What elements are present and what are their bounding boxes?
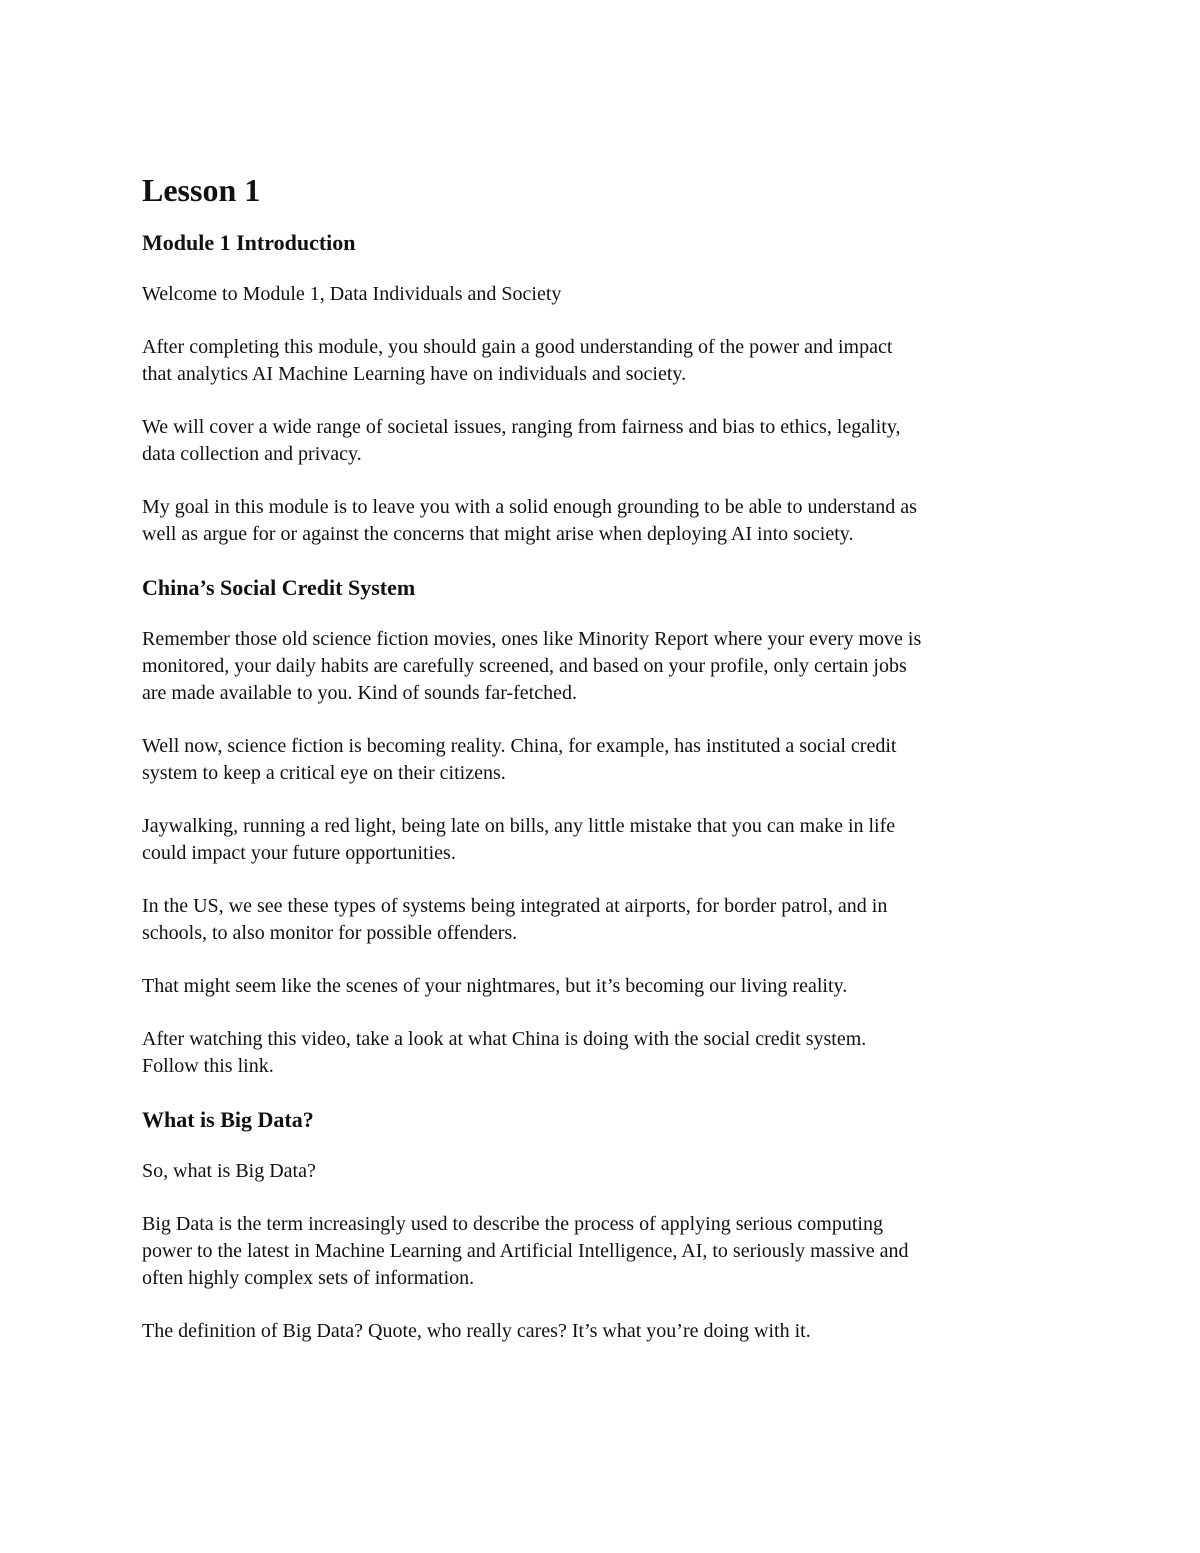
section-heading: China’s Social Credit System	[142, 575, 416, 600]
paragraph	[142, 973, 1062, 1000]
text-line: well as argue for or against the concerns that might arise when deploying AI into society.	[142, 523, 854, 545]
text-line: schools, to also monitor for possible offenders.	[142, 922, 518, 944]
text-line: Welcome to Module 1, Data Individuals and Society	[142, 283, 562, 305]
section-module-1-introduction	[142, 229, 1062, 548]
text-line: Remember those old science fiction movies, ones like Minority Report where your every move is	[142, 628, 922, 650]
paragraph	[142, 281, 1062, 308]
paragraph	[142, 1211, 1062, 1292]
text-line: data collection and privacy.	[142, 443, 362, 465]
text-line: system to keep a critical eye on their citizens.	[142, 762, 506, 784]
section-what-is-big-data	[142, 1106, 1062, 1345]
text-line: After completing this module, you should gain a good understanding of the power and impact	[142, 336, 893, 358]
section-heading: What is Big Data?	[142, 1107, 314, 1132]
text-line: Jaywalking, running a red light, being late on bills, any little mistake that you can make in life	[142, 815, 896, 837]
paragraph	[142, 733, 1062, 787]
paragraph	[142, 1026, 1062, 1080]
paragraph	[142, 414, 1062, 468]
text-line: My goal in this module is to leave you with a solid enough grounding to be able to understand as	[142, 496, 917, 518]
text-line: power to the latest in Machine Learning and Artificial Intelligence, AI, to seriously massive and	[142, 1240, 909, 1262]
text-line: Well now, science fiction is becoming reality. China, for example, has instituted a social credit	[142, 735, 897, 757]
text-line: That might seem like the scenes of your nightmares, but it’s becoming our living reality.	[142, 975, 848, 997]
paragraph	[142, 334, 1062, 388]
paragraph	[142, 1318, 1062, 1345]
section-heading: Module 1 Introduction	[142, 230, 356, 255]
paragraph	[142, 813, 1062, 867]
text-line: that analytics AI Machine Learning have on individuals and society.	[142, 363, 687, 385]
document-page	[142, 168, 1062, 1371]
text-line: could impact your future opportunities.	[142, 842, 456, 864]
paragraph	[142, 1158, 1062, 1185]
text-line: After watching this video, take a look at what China is doing with the social credit system.	[142, 1028, 867, 1050]
text-line: Big Data is the term increasingly used to describe the process of applying serious computing	[142, 1213, 883, 1235]
section-social-credit-system	[142, 574, 1062, 1080]
text-line: are made available to you. Kind of sounds far-fetched.	[142, 682, 577, 704]
paragraph	[142, 494, 1062, 548]
text-line: So, what is Big Data?	[142, 1160, 316, 1182]
document-title: Lesson 1	[142, 172, 261, 208]
text-line: In the US, we see these types of systems being integrated at airports, for border patrol, and in	[142, 895, 888, 917]
text-line: We will cover a wide range of societal issues, ranging from fairness and bias to ethics, legality,	[142, 416, 901, 438]
text-line: monitored, your daily habits are carefully screened, and based on your profile, only certain jobs	[142, 655, 907, 677]
text-line: The definition of Big Data? Quote, who really cares? It’s what you’re doing with it.	[142, 1320, 811, 1342]
text-line: often highly complex sets of information.	[142, 1267, 475, 1289]
follow-link-text: Follow this link.	[142, 1055, 274, 1077]
paragraph	[142, 893, 1062, 947]
paragraph	[142, 626, 1062, 707]
